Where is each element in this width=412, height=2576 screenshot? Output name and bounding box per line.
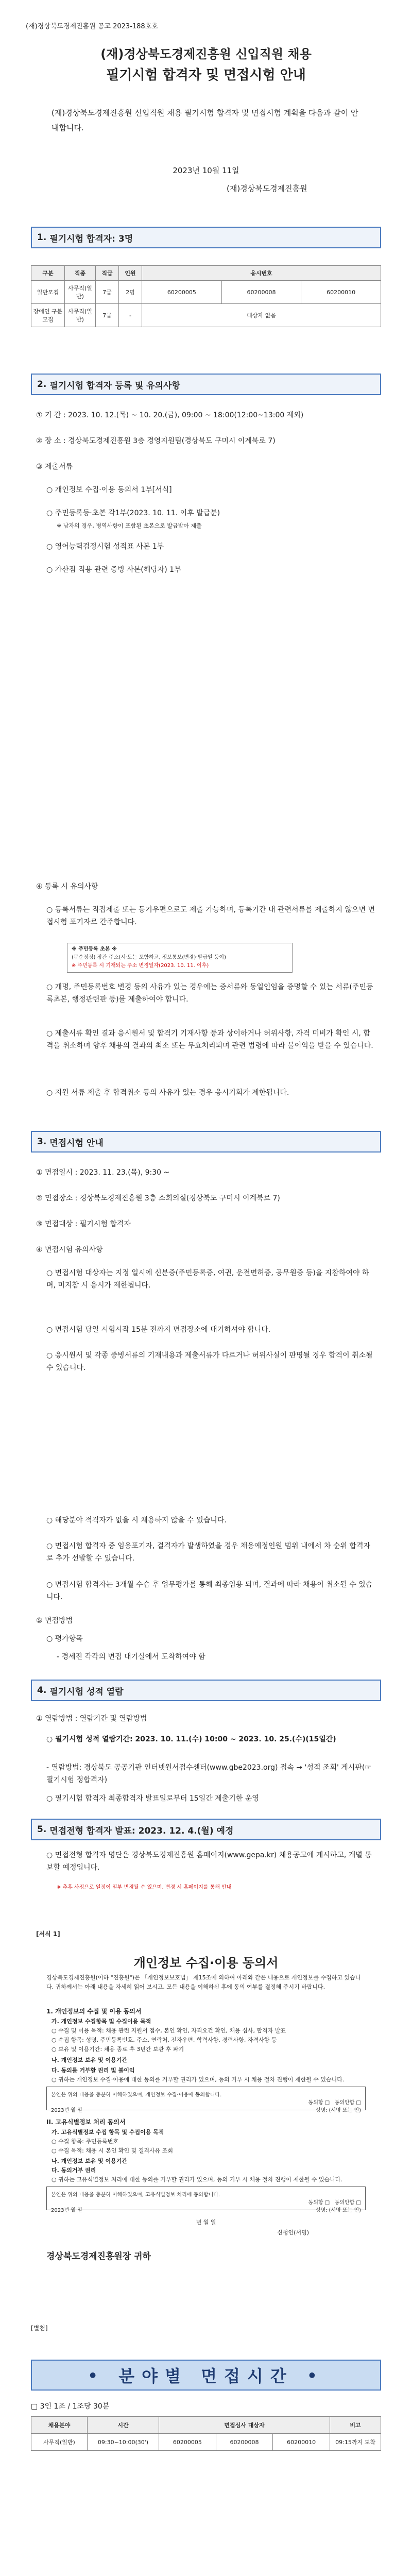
note-text: 등록서류는 직접제출 또는 등기우편으로도 제출 가능하며, 등록기간 내 관련서류를 제출하지 않으면 면접시험 포기자로 간주합니다. [46, 906, 375, 926]
doc-item: ○ 주민등록등·초본 각1부(2023. 10. 11. 이후 발급분) [46, 509, 220, 517]
note-text: 해당분야 적격자가 없을 시 채용하지 않을 수 있습니다. [55, 1516, 227, 1524]
value: 열람기간 및 열람방법 [79, 1715, 147, 1723]
interview-place: ② 면접장소 : 경상북도경제진흥원 3층 소회의실(경상북도 구미시 이계북로 7) [36, 1194, 280, 1202]
interview-extra: ○ 면접시험 합격자는 3개월 수습 후 업무평가를 통해 최종임용 되며, 결과에 따라 채용이 취소될 수 있습니다. [46, 1581, 373, 1601]
annex-sub: 다. 동의거부 권리 [52, 2167, 96, 2174]
schedule-banner [31, 2360, 381, 2391]
grades-how: - 열람방법: 경상북도 공공기관 인터넷원서접수센터(www.gbe2023.org) 접속 → '성적 조회' 게시판(☞필기시험 정합격자) [46, 1764, 371, 1784]
annex-title: 개인정보 수집·이용 동의서 [133, 1956, 279, 1970]
agree-label: 동의함 [308, 2200, 323, 2206]
footer-sign: 신청인(서명) [277, 2229, 309, 2236]
section-1-header [31, 227, 381, 248]
table-header-row [31, 2417, 381, 2434]
interview-note: ○ 면접시험 당일 시험시작 15분 전까지 면접장소에 대기하셔야 합니다. [46, 1326, 271, 1334]
value: 필기시험 합격자 최종합격자 발표일로부터 15일간 제출기한 운영 [55, 1794, 259, 1803]
intro-paragraph: (재)경상북도경제진흥원 신입직원 채용 필기시험 합격자 및 면접시험 계획을 다음과 같이 안내합니다. [52, 108, 358, 132]
doc-text: 영어능력검정시험 성적표 사본 1부 [55, 543, 164, 551]
footer-date: 년 월 일 [196, 2219, 216, 2226]
table-cell: 사무직(일반) [65, 281, 96, 304]
passers-table [31, 265, 381, 327]
section-number: 3. [37, 1137, 47, 1147]
results-note: ※ 추후 사정으로 일정이 일부 변경될 수 있으며, 변경 시 홈페이지를 통해 안내 [57, 1885, 232, 1890]
annex-sub: 다. 동의를 거부할 권리 및 불이익 [52, 2067, 135, 2074]
consent-date: 2023년 월 일 [51, 2108, 82, 2113]
doc-note: ※ 남자의 경우, 병역사항이 포함된 초본으로 발급받아 제출 [57, 522, 202, 529]
agree-checkbox[interactable]: □ [324, 2100, 330, 2106]
annex-section-1: 1. 개인정보의 수집 및 이용 동의서 [46, 2008, 142, 2015]
interview-method-detail: - 경세진 각각의 면접 대기실에서 도착하여야 함 [57, 1653, 205, 1661]
table-cell: 60200005 [159, 2434, 216, 2451]
value: 열람방법: 경상북도 공공기관 인터넷원서접수센터(www.gbe2023.org) 접속 → '성적 조회' 게시판(☞필기시험 정합격자) [46, 1764, 371, 1784]
table-row [31, 281, 381, 304]
interview-date: ① 면접일시 : 2023. 11. 23.(목), 9:30 ~ [36, 1168, 170, 1177]
value: 필기시험 성적 열람기간: 2023. 10. 11.(수) 10:00 ~ 2023. 10. 25.(수)(15일간) [55, 1735, 336, 1743]
column-header: 인원 [119, 266, 142, 281]
value: 평가항목 [55, 1635, 83, 1643]
resident-copy-note-box [67, 943, 293, 973]
annex-item: ○ 수집 항목: 주민등록번호 [52, 2138, 119, 2145]
column-header: 채용분야 [31, 2417, 88, 2434]
consent-text: 본인은 위의 내용을 충분히 이해하였으며, 고유식별정보 처리에 동의합니다. [51, 2192, 220, 2198]
column-header: 비고 [330, 2417, 381, 2434]
label: 면접장소 [45, 1194, 73, 1202]
disagree-checkbox[interactable]: □ [356, 2200, 361, 2206]
consent-box-1 [46, 2087, 366, 2113]
table-cell: 사무직(일반) [31, 2434, 88, 2451]
table-cell: 60200010 [301, 281, 381, 304]
attachment-label: [별첨] [31, 2325, 48, 2332]
agree-label: 동의함 [308, 2100, 323, 2106]
section-title: 필기시험 합격자 등록 및 유의사항 [49, 380, 180, 391]
disagree-label: 동의안함 [334, 2200, 355, 2206]
table-cell: 사무직(일반) [65, 304, 96, 327]
consent-sign-row [51, 2206, 361, 2213]
agree-checkbox[interactable]: □ [324, 2200, 330, 2206]
reg-docs-label: ③ 제출서류 [36, 463, 73, 471]
label: 면접일시 [45, 1168, 73, 1177]
banner-bullet-icon: ● [308, 2371, 322, 2379]
notice-org: (재)경상북도경제진흥원 [227, 184, 307, 193]
doc-item: ○ 영어능력검정시험 성적표 사본 1부 [46, 543, 164, 551]
table-cell: 장애인 구분모집 [31, 304, 65, 327]
box-line: (무순정정) 장관 주소(시·도는 포함하고, 정보통보(변경)·발급일 등이) [72, 955, 226, 960]
column-header: 구분 [31, 266, 65, 281]
annex-item: ○ 보유 및 이용기간: 채용 종료 후 3년간 보관 후 파기 [52, 2046, 184, 2053]
note-text: 면접시험 대상자는 지정 일시에 신분증(주민등록증, 여권, 운전면허증, 공무원증 등)을 지참하여야 하며, 미지참 시 응시가 제한됩니다. [46, 1269, 369, 1290]
note-text: 제출서류 확인 결과 응시원서 및 합격기 기재사항 등과 상이하거나 허위사항, 자격 미비가 확인 시, 합격을 취소하며 향후 채용의 결과의 최소 또는 무효처리되며 관련 법령에 따라 불이익을 받을 수 있습니다. [46, 1029, 373, 1050]
table-cell: 60200008 [221, 281, 301, 304]
notice-date: 2023년 10월 11일 [173, 166, 239, 175]
banner-bullet-icon: ● [90, 2371, 104, 2379]
column-header: 시간 [88, 2417, 159, 2434]
label: 장 소 [45, 437, 61, 445]
reg-place: ② 장 소 : 경상북도경제진흥원 3층 경영지원팀(경상북도 구미시 이계북로 7) [36, 437, 276, 445]
value: 2023. 11. 23.(목), 9:30 ~ [79, 1168, 170, 1177]
table-cell: 7급 [96, 281, 119, 304]
table-cell: 대상자 없음 [142, 304, 381, 327]
annex-item: ○ 수집 및 이용 목적: 채용 관련 지원서 접수, 본인 확인, 자격요건 확인, 채용 심사, 합격자 발표 [52, 2027, 286, 2034]
annex-sub: 나. 개인정보 보유 및 이용기간 [52, 2057, 128, 2063]
value: 2023. 10. 12.(목) ~ 10. 20.(금), 09:00 ~ 18:00(12:00~13:00 제외) [68, 411, 304, 419]
schedule-date: □ 3인 1조 / 1조당 30분 [31, 2402, 110, 2411]
interview-note: ○ 면접시험 대상자는 지정 일시에 신분증(주민등록증, 여권, 운전면허증, 공무원증 등)을 지참하여야 하며, 미지참 시 응시가 제한됩니다. [46, 1269, 369, 1290]
section-3-header [31, 1131, 381, 1153]
column-header: 직급 [96, 266, 119, 281]
column-header: 면접심사 대상자 [159, 2417, 330, 2434]
reg-note: ○ 개명, 주민등록번호 변경 등의 사유가 있는 경우에는 증서류와 동일인임을 증명할 수 있는 서류(주민등록초본, 행정관련판 등)를 제출하여야 합니다. [46, 983, 373, 1004]
annex-sub: 가. 고유식별정보 수집 항목 및 수집이용 목적 [52, 2129, 164, 2136]
interview-extra: ○ 면접시험 합격자 중 임용포기자, 결격자가 발생하였을 경우 채용예정인원 범위 내에서 차 순위 합격자로 추가 선발할 수 있습니다. [46, 1542, 371, 1563]
column-header: 직종 [65, 266, 96, 281]
section-title: 필기시험 합격자: 3명 [49, 233, 133, 244]
section-4-header [31, 1680, 381, 1701]
note-text: 지원 서류 제출 후 합격취소 등의 사유가 있는 경우 응시기회가 제한됩니다. [55, 1089, 289, 1097]
value: 경상북도경제진흥원 3층 소회의실(경상북도 구미시 이계북로 7) [79, 1194, 280, 1202]
interview-note: ○ 응시원서 및 각종 증빙서류의 기재내용과 제출서류가 다르거나 허위사실이 판명될 경우 합격이 취소될 수 있습니다. [46, 1351, 373, 1372]
consent-date: 2023년 월 일 [51, 2208, 82, 2213]
interview-method: ⑤ 면접방법 [36, 1617, 73, 1625]
consent-text: 본인은 위의 내용을 충분히 이해하였으며, 개인정보 수집·이용에 동의합니다. [51, 2092, 222, 2098]
consent-box-2 [46, 2187, 366, 2213]
annex-section-2: II. 고유식별정보 처리 동의서 [46, 2119, 126, 2126]
section-title: 필기시험 성적 열람 [49, 1686, 124, 1697]
interview-method-sub: ○ 평가항목 [46, 1635, 83, 1643]
consent-sign: 성명: (서명 또는 인) [315, 2108, 361, 2113]
interview-notes-label: ④ 면접시험 유의사항 [36, 1246, 103, 1254]
label: 열람방법 [45, 1715, 73, 1723]
section-number: 2. [37, 379, 47, 389]
page-title-line1: (재)경상북도경제진흥원 신입직원 채용 [100, 47, 312, 61]
schedule-table [31, 2416, 381, 2451]
note-text: 면접시험 합격자는 3개월 수습 후 업무평가를 통해 최종임용 되며, 결과에 따라 채용이 취소될 수 있습니다. [46, 1581, 373, 1601]
disagree-label: 동의안함 [334, 2100, 355, 2106]
section-number: 1. [37, 232, 47, 243]
reg-notes-label: ④ 등록 시 유의사항 [36, 883, 98, 891]
interview-target: ③ 면접대상 : 필기시험 합격자 [36, 1220, 131, 1228]
interview-extra: ○ 해당분야 적격자가 없을 시 채용하지 않을 수 있습니다. [46, 1516, 227, 1524]
label: 면접시험 유의사항 [45, 1246, 103, 1254]
value: 필기시험 합격자 [79, 1220, 131, 1228]
disagree-checkbox[interactable]: □ [356, 2100, 361, 2106]
consent-sign-row [51, 2106, 361, 2113]
reg-note: ○ 제출서류 확인 결과 응시원서 및 합격기 기재사항 등과 상이하거나 허위사항, 자격 미비가 확인 시, 합격을 취소하며 향후 채용의 결과의 최소 또는 무효처리되며 관련 법령에 따라 불이익을 받을 수 있습니다. [46, 1029, 373, 1050]
grades-method: ① 열람방법 : 열람기간 및 열람방법 [36, 1715, 147, 1723]
annex-item: ○ 귀하는 고유식별정보 처리에 대한 동의를 거부할 권리가 있으며, 동의 거부 시 채용 절차 진행이 제한될 수 있습니다. [52, 2176, 342, 2183]
label: 면접대상 [45, 1220, 73, 1228]
annex-item: ○ 수집 목적: 채용 시 본인 확인 및 결격사유 조회 [52, 2147, 174, 2154]
table-cell: 09:15까지 도착 [330, 2434, 381, 2451]
value: 면접전형 합격자 명단은 경상북도경제진흥원 홈페이지(www.gepa.kr) 채용공고에 게시하고, 개별 통보할 예정입니다. [46, 1851, 372, 1872]
annex-item: ○ 수집 항목: 성명, 주민등록번호, 주소, 연락처, 전자우편, 학력사항, 경력사항, 자격사항 등 [52, 2037, 277, 2043]
label: 등록 시 유의사항 [45, 883, 98, 891]
reg-note: ○ 등록서류는 직접제출 또는 등기우편으로도 제출 가능하며, 등록기간 내 관련서류를 제출하지 않으면 면접시험 포기자로 간주합니다. [46, 906, 375, 926]
section-5-header [31, 1819, 381, 1840]
section-number: 5. [37, 1824, 47, 1835]
box-title: ※ 주민등록 초본 ※ [72, 946, 117, 952]
label: 제출서류 [45, 463, 73, 471]
value: 경상북도경제진흥원 3층 경영지원팀(경상북도 구미시 이계북로 7) [68, 437, 276, 445]
doc-item: ○ 개인정보 수집·이용 동의서 1부[서식] [46, 486, 172, 494]
results-line: ○ 면접전형 합격자 명단은 경상북도경제진흥원 홈페이지(www.gepa.kr) 채용공고에 게시하고, 개별 통보할 예정입니다. [46, 1851, 372, 1872]
annex-intro: 경상북도경제진흥원(이하 "진흥원")은 「개인정보보호법」 제15조에 의하여 아래와 같은 내용으로 개인정보를 수집하고 있습니다. 귀하께서는 아래 내용을 자세히 읽어 보시고, 모든 내용을 이해하신 후에 동의 여부를 결정해 주시기 바랍니다. [46, 1974, 361, 1990]
consent-choices [51, 2098, 361, 2106]
banner-title: 분야별 면접시간 [118, 2366, 294, 2386]
note-text: 응시원서 및 각종 증빙서류의 기재내용과 제출서류가 다르거나 허위사실이 판명될 경우 합격이 취소될 수 있습니다. [46, 1351, 373, 1372]
table-cell: 60200008 [216, 2434, 273, 2451]
table-cell: 09:30~10:00(30') [88, 2434, 159, 2451]
recipient-line: 경상북도경제진흥원장 귀하 [46, 2251, 151, 2262]
label: 면접방법 [45, 1617, 73, 1625]
header-notice: (재)경상북도경제진흥원 공고 2023-188호호 [26, 23, 158, 30]
section-title: 면접전형 합격자 발표: 2023. 12. 4.(월) 예정 [49, 1825, 234, 1836]
table-cell: 2명 [119, 281, 142, 304]
table-header-row [31, 266, 381, 281]
reg-period: ① 기 간 : 2023. 10. 12.(목) ~ 10. 20.(금), 09:00 ~ 18:00(12:00~13:00 제외) [36, 411, 304, 419]
doc-item: ○ 가산점 적용 관련 증빙 사본(해당자) 1부 [46, 566, 181, 574]
consent-sign: 성명: (서명 또는 인) [315, 2208, 361, 2213]
table-cell: 60200005 [142, 281, 222, 304]
annex-label: [서식 1] [36, 1930, 60, 1938]
box-line: ※ 주민등록 시 기재되는 주소 변경일자(2023. 10. 11. 이후) [72, 963, 209, 969]
section-title: 면접시험 안내 [49, 1138, 104, 1148]
table-cell: 60200010 [273, 2434, 330, 2451]
table-cell: 일반모집 [31, 281, 65, 304]
grades-period: ○ 필기시험 성적 열람기간: 2023. 10. 11.(수) 10:00 ~ 2023. 10. 25.(수)(15일간) [46, 1735, 336, 1743]
note-text: 개명, 주민등록번호 변경 등의 사유가 있는 경우에는 증서류와 동일인임을 증명할 수 있는 서류(주민등록초본, 행정관련판 등)를 제출하여야 합니다. [46, 983, 373, 1004]
doc-text: 가산점 적용 관련 증빙 사본(해당자) 1부 [55, 566, 181, 574]
annex-item: ○ 귀하는 개인정보 수집·이용에 대한 동의를 거부할 권리가 있으며, 동의 거부 시 채용 절차 진행이 제한될 수 있습니다. [52, 2076, 345, 2083]
annex-sub: 가. 개인정보 수집항목 및 수집이용 목적 [52, 2018, 151, 2025]
doc-text: 개인정보 수집·이용 동의서 1부[서식] [55, 486, 172, 494]
note-text: 면접시험 합격자 중 임용포기자, 결격자가 발생하였을 경우 채용예정인원 범위 내에서 차 순위 합격자로 추가 선발할 수 있습니다. [46, 1542, 371, 1563]
table-cell: 7급 [96, 304, 119, 327]
column-header: 응시번호 [142, 266, 381, 281]
page-title-line2: 필기시험 합격자 및 면접시험 안내 [106, 67, 306, 83]
reg-note: ○ 지원 서류 제출 후 합격취소 등의 사유가 있는 경우 응시기회가 제한됩니다. [46, 1089, 289, 1097]
consent-choices [51, 2198, 361, 2206]
table-row [31, 304, 381, 327]
table-cell: - [119, 304, 142, 327]
section-number: 4. [37, 1685, 47, 1696]
section-2-header [31, 374, 381, 395]
doc-text: 주민등록등·초본 각1부(2023. 10. 11. 이후 발급분) [55, 509, 220, 517]
table-row [31, 2434, 381, 2451]
grades-note: ○ 필기시험 합격자 최종합격자 발표일로부터 15일간 제출기한 운영 [46, 1794, 259, 1803]
label: 기 간 [45, 411, 61, 419]
annex-sub: 나. 개인정보 보유 및 이용기간 [52, 2158, 128, 2164]
note-text: 면접시험 당일 시험시작 15분 전까지 면접장소에 대기하셔야 합니다. [55, 1326, 271, 1334]
